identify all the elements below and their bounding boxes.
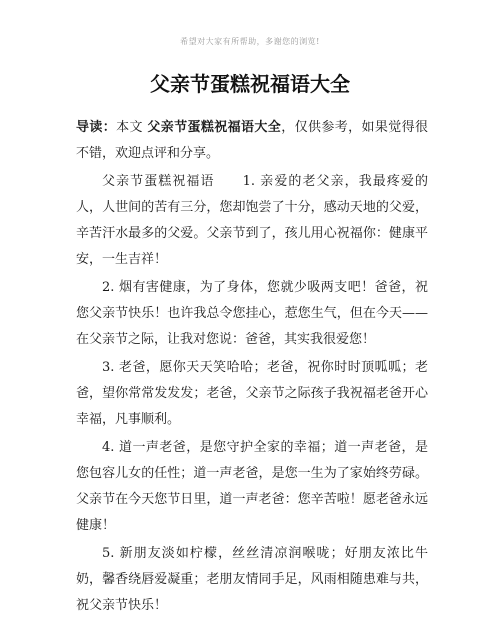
paragraph-1: 父亲节蛋糕祝福语 1. 亲爱的老父亲，我最疼爱的人，人世间的苦有三分，您却饱尝了十分，感动天地的父爱，辛苦汗水最多的父爱。父亲节到了，孩儿用心祝福你：健康平安，一生吉祥！	[76, 174, 428, 267]
intro-post: ，仅供参考，如果觉得很不错，欢迎点评和分享。	[76, 120, 428, 161]
document-body	[76, 115, 428, 621]
intro-label: 导读：	[76, 120, 117, 135]
paragraph-5: 5. 新朋友淡如柠檬，丝丝清凉润喉咙；好朋友浓比牛奶，馨香绕唇爱凝重；老朋友情同手足，风雨相随患难与共，祝父亲节快乐！	[76, 546, 428, 613]
intro-paragraph	[76, 115, 428, 167]
paragraph-3: 3. 老爸，愿你天天笑哈哈；老爸，祝你时时顶呱呱；老爸，望你常常发发发；老爸，父亲节之际孩子我祝福老爸开心幸福，凡事顺利。	[76, 360, 428, 427]
page-title: 父亲节蛋糕祝福语大全	[150, 72, 350, 96]
intro-pre: 本文	[116, 120, 148, 135]
paragraph-2: 2. 烟有害健康，为了身体，您就少吸两支吧！爸爸，祝您父亲节快乐！也许我总令您挂心，惹您生气，但在今天——在父亲节之际，让我对您说：爸爸，其实我很爱您！	[76, 280, 428, 347]
intro-article-title: 父亲节蛋糕祝福语大全	[147, 120, 282, 135]
paragraph-4: 4. 道一声老爸，是您守护全家的幸福；道一声老爸，是您包容儿女的任性；道一声老爸，是您一生为了家始终劳碌。父亲节在今天您节日里，道一声老爸：您辛苦啦！愿老爸永远健康！	[76, 440, 428, 533]
header-note: 希望对大家有所帮助，多谢您的浏览!	[180, 37, 320, 46]
